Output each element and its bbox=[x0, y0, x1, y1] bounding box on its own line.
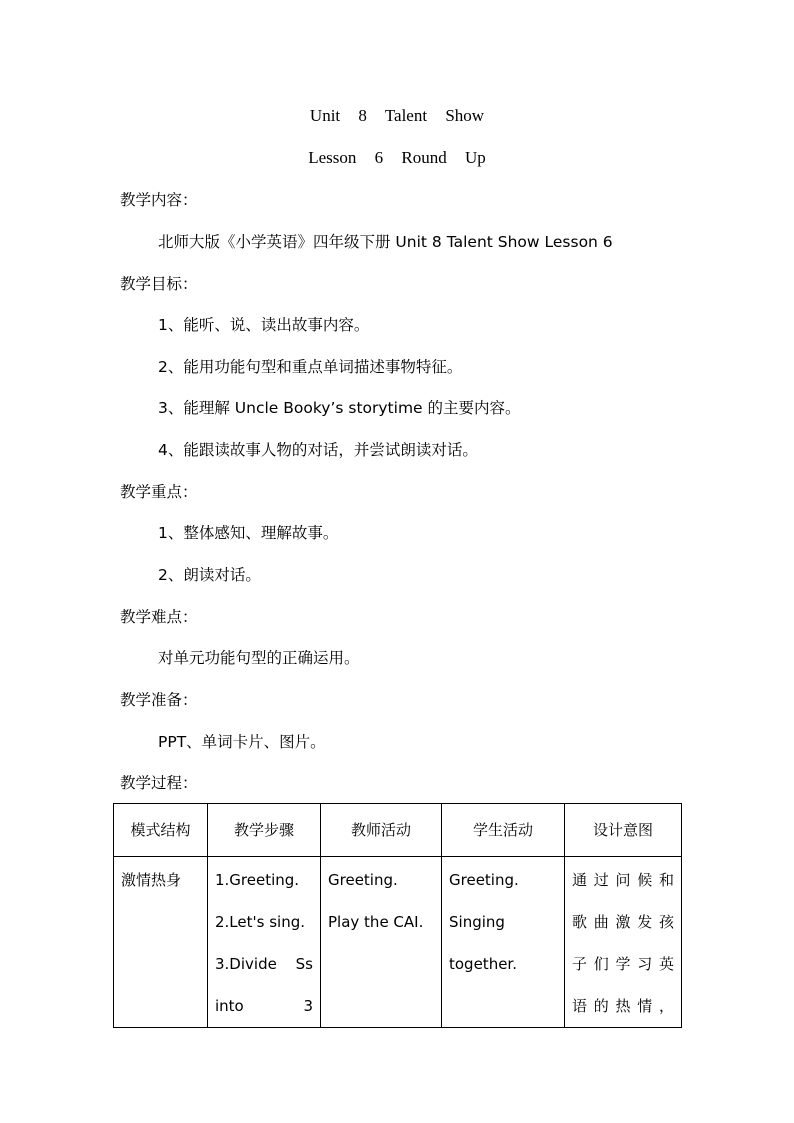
lesson-title: Lesson 6 Round Up bbox=[308, 148, 486, 167]
cell-mode bbox=[114, 857, 208, 1028]
table-header-row bbox=[114, 804, 682, 857]
mode-text: 激情热身 bbox=[121, 871, 182, 889]
purpose-line: 通过问候和 bbox=[572, 871, 674, 889]
process-heading: 教学过程： bbox=[120, 774, 198, 792]
goal-item: 4、能跟读故事人物的对话，并尝试朗读对话。 bbox=[158, 441, 478, 459]
header-student: 学生活动 bbox=[442, 804, 565, 857]
teacher-line: Greeting. bbox=[328, 871, 398, 889]
purpose-line: 歌曲激发孩 bbox=[572, 913, 674, 931]
student-line: Singing bbox=[449, 913, 505, 931]
key-item: 2、朗读对话。 bbox=[158, 566, 261, 584]
student-line: together. bbox=[449, 955, 517, 973]
goals-heading: 教学目标： bbox=[120, 275, 198, 293]
unit-title: Unit 8 Talent Show bbox=[309, 106, 485, 125]
header-mode: 模式结构 bbox=[114, 804, 208, 857]
header-purpose: 设计意图 bbox=[565, 804, 682, 857]
goal-item: 3、能理解 Uncle Booky’s storytime 的主要内容。 bbox=[158, 399, 521, 417]
process-table bbox=[113, 803, 682, 1028]
student-line: Greeting. bbox=[449, 871, 519, 889]
cell-purpose bbox=[565, 857, 682, 1028]
prep-text: PPT、单词卡片、图片。 bbox=[158, 733, 326, 751]
purpose-line: 语的热情， bbox=[572, 997, 674, 1015]
cell-student bbox=[442, 857, 565, 1028]
goal-item: 1、能听、说、读出故事内容。 bbox=[158, 316, 370, 334]
header-steps: 教学步骤 bbox=[208, 804, 321, 857]
difficult-heading: 教学难点： bbox=[120, 608, 198, 626]
content-heading: 教学内容： bbox=[120, 191, 198, 209]
step-line: 1.Greeting. bbox=[215, 871, 300, 889]
difficult-text: 对单元功能句型的正确运用。 bbox=[158, 649, 360, 667]
step-line: into 3 bbox=[215, 997, 313, 1015]
cell-steps bbox=[208, 857, 321, 1028]
cell-teacher bbox=[321, 857, 442, 1028]
goal-item: 2、能用功能句型和重点单词描述事物特征。 bbox=[158, 358, 463, 376]
content-text: 北师大版《小学英语》四年级下册 Unit 8 Talent Show Lesson 6 bbox=[158, 233, 613, 251]
step-line: 2.Let's sing. bbox=[215, 913, 305, 931]
teacher-line: Play the CAI. bbox=[328, 913, 424, 931]
purpose-line: 子们学习英 bbox=[572, 955, 674, 973]
prep-heading: 教学准备： bbox=[120, 691, 198, 709]
header-teacher: 教师活动 bbox=[321, 804, 442, 857]
key-item: 1、整体感知、理解故事。 bbox=[158, 524, 339, 542]
key-heading: 教学重点： bbox=[120, 483, 198, 501]
step-line: 3.Divide Ss bbox=[215, 955, 313, 973]
table-row bbox=[114, 857, 682, 1028]
